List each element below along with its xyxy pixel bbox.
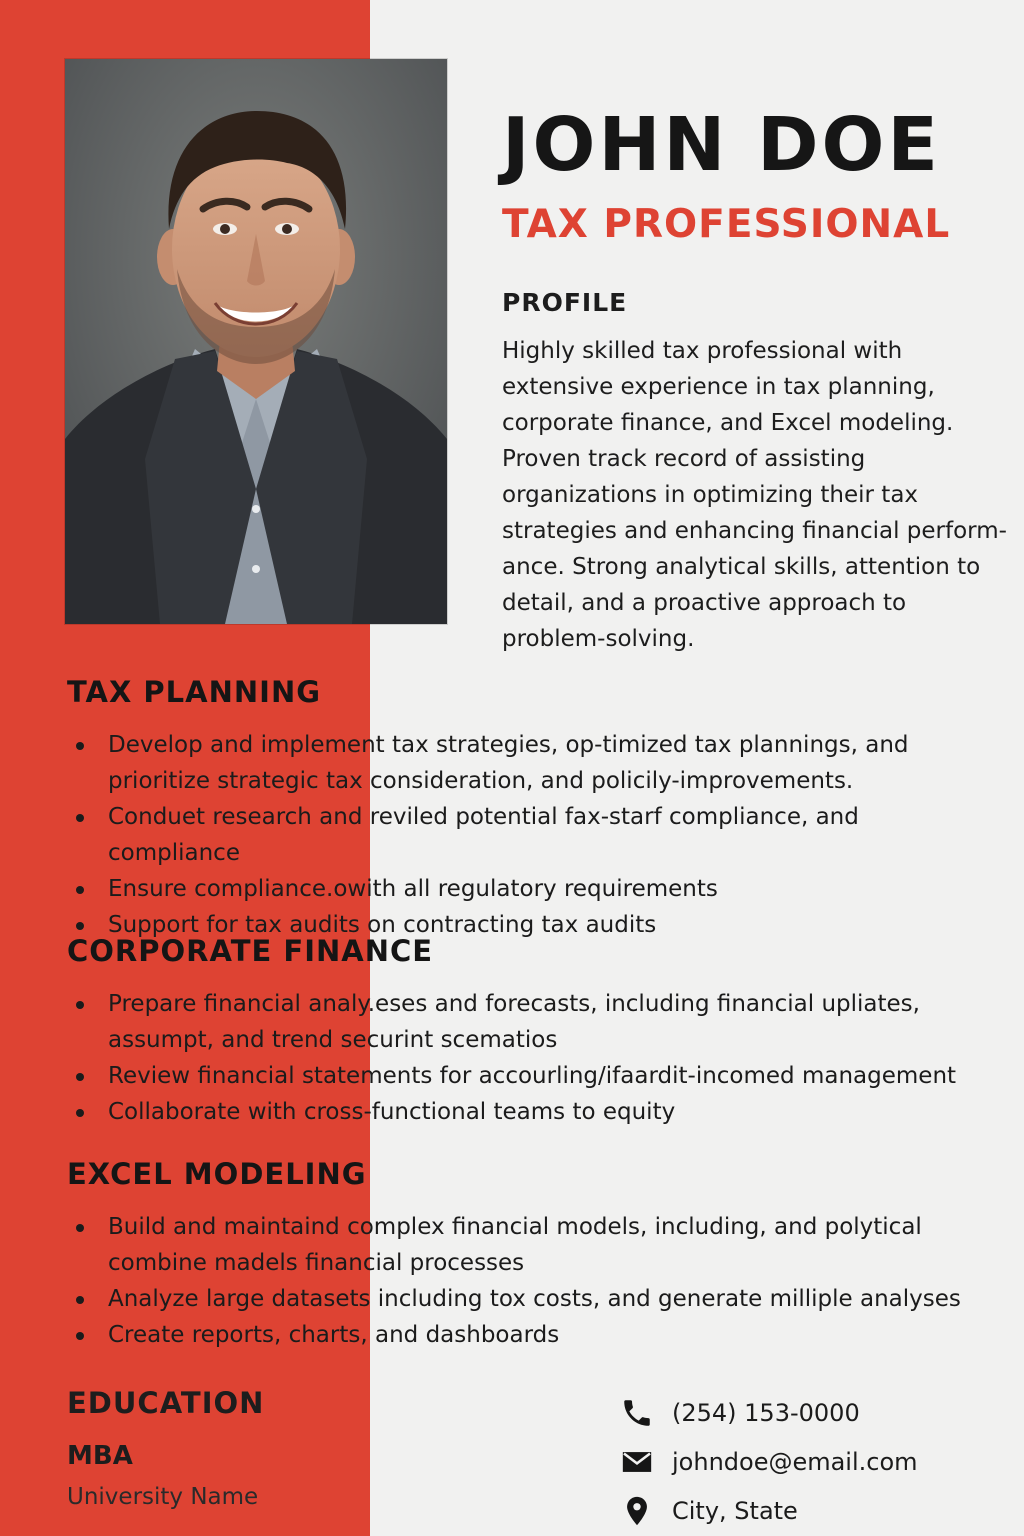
list-item: Support for tax audits on contracting tax audits xyxy=(67,907,997,943)
phone-icon xyxy=(620,1396,654,1430)
contact-email xyxy=(620,1445,918,1479)
list-item: Conduet research and reviled potential fax-starf compliance, and compliance xyxy=(67,799,997,871)
phone-number[interactable]: (254) 153-0000 xyxy=(672,1399,860,1427)
bullet-list xyxy=(67,986,997,1130)
email-address[interactable]: johndoe@email.com xyxy=(672,1448,918,1476)
candidate-name: JOHN DOE xyxy=(502,102,941,188)
bullet-list xyxy=(67,727,997,943)
list-item: Ensure compliance.owith all regulatory requirements xyxy=(67,871,997,907)
section-heading: CORPORATE FINANCE xyxy=(67,934,434,968)
location-text: City, State xyxy=(672,1497,798,1525)
section-tax-planning xyxy=(67,675,997,943)
list-item: Develop and implement tax strategies, op-timized tax plannings, and prioritize strategic tax consideration, and policily-improvements. xyxy=(67,727,997,799)
section-heading: TAX PLANNING xyxy=(67,675,322,709)
list-item: Create reports, charts, and dashboards xyxy=(67,1317,997,1353)
envelope-icon xyxy=(620,1445,654,1479)
list-item: Prepare financial analy.eses and forecasts, including financial upliates, assumpt, and trend securint scematios xyxy=(67,986,997,1058)
section-heading: EXCEL MODELING xyxy=(67,1157,367,1191)
profile-summary: Highly skilled tax professional with extensive experience in tax planning, corporate finance, and Excel modeling. Proven track record of assisting organizations in optimizing their tax strategies and enhancing financial perform-ance. Strong analytical skills, attention to detail, and a proactive approach to problem-solving. xyxy=(502,338,1007,652)
education-heading: EDUCATION xyxy=(67,1386,265,1420)
map-pin-icon xyxy=(620,1494,654,1528)
contact-phone xyxy=(620,1396,860,1430)
list-item: Build and maintaind complex financial models, including, and polytical combine madels financial processes xyxy=(67,1209,997,1281)
section-corporate-finance xyxy=(67,934,997,1130)
contact-location xyxy=(620,1494,798,1528)
list-item: Collaborate with cross-functional teams to equity xyxy=(67,1094,997,1130)
job-title: TAX PROFESSIONAL xyxy=(502,202,951,247)
list-item: Review financial statements for accourling/ifaardit-incomed management xyxy=(67,1058,997,1094)
bullet-list xyxy=(67,1209,997,1353)
education-degree: MBA xyxy=(67,1441,133,1471)
list-item: Analyze large datasets including tox costs, and generate milliple analyses xyxy=(67,1281,997,1317)
profile-photo xyxy=(65,59,447,624)
profile-heading: PROFILE xyxy=(502,288,628,317)
section-excel-modeling xyxy=(67,1157,997,1353)
education-school: University Name xyxy=(67,1484,259,1510)
